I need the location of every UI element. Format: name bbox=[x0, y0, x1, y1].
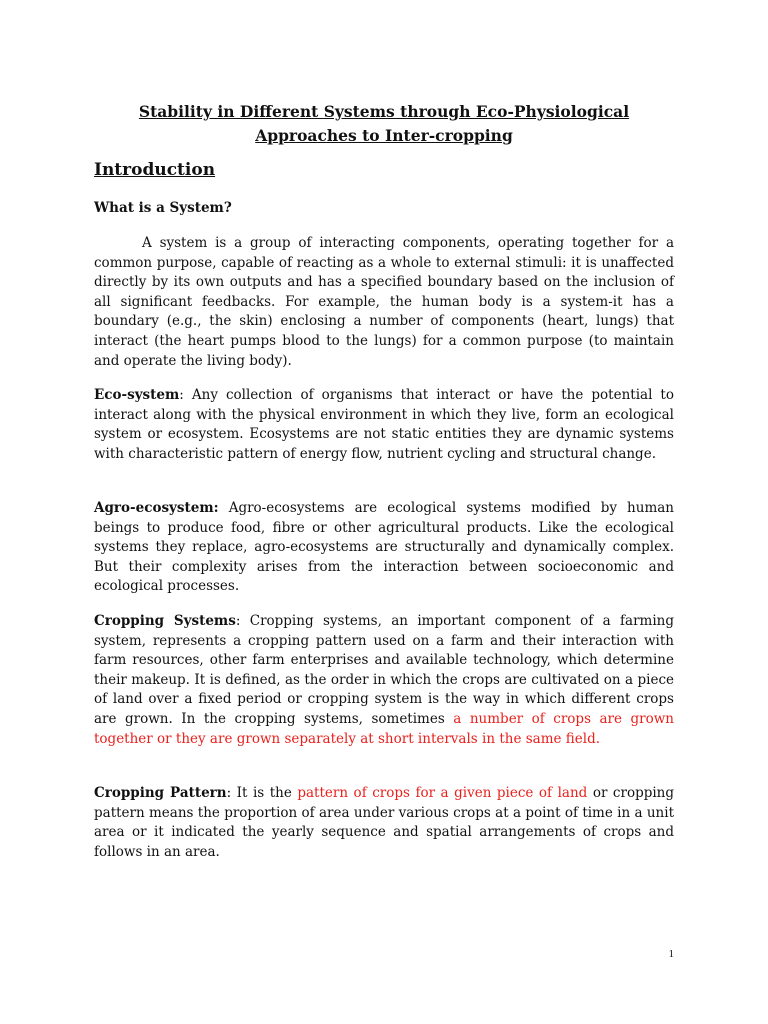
page-number: 1 bbox=[668, 948, 674, 960]
agroecosystem-term: Agro-ecosystem: bbox=[94, 500, 219, 516]
agroecosystem-paragraph bbox=[94, 499, 674, 597]
cropping-pattern-text-before: : It is the bbox=[226, 785, 298, 801]
document-title bbox=[94, 100, 674, 148]
ecosystem-term: Eco-system bbox=[94, 387, 180, 403]
title-line-2: Approaches to Inter-cropping bbox=[255, 126, 513, 145]
cropping-pattern-term: Cropping Pattern bbox=[94, 785, 227, 801]
cropping-pattern-text-after: or cropping pattern means the proportion of area under various crops at a point of time in a unit area or it indicated the yearly sequence and spatial arrangements of crops and follows in an area. bbox=[94, 785, 675, 860]
cropping-pattern-paragraph bbox=[94, 784, 674, 862]
title-line-1: Stability in Different Systems through Eco-Physiological bbox=[138, 102, 630, 121]
ecosystem-paragraph bbox=[94, 386, 674, 464]
ecosystem-text: : Any collection of organisms that interact or have the potential to interact along with the physical environment in which they live, form an ecological system or ecosystem. Ecosystems are not static entities they are dynamic systems with characteristic pattern of energy flow, nutrient cycling and structural change. bbox=[94, 387, 674, 462]
cropping-systems-highlight: a number of crops are grown together or they are grown separately at short intervals in the same field. bbox=[94, 710, 674, 747]
cropping-systems-text: : Cropping systems, an important component of a farming system, represents a cropping pattern used on a farm and their interaction with farm resources, other farm enterprises and available technology, which determine their makeup. It is defined, as the order in which the crops are cultivated on a piece of land over a fixed period or cropping system is the way in which different crops are grown. In the cropping systems, sometimes bbox=[94, 613, 674, 727]
cropping-systems-term: Cropping Systems bbox=[94, 613, 236, 629]
cropping-pattern-highlight: pattern of crops for a given piece of land bbox=[297, 785, 588, 801]
cropping-systems-paragraph bbox=[94, 612, 674, 749]
system-paragraph: A system is a group of interacting components, operating together for a common purpose, capable of reacting as a whole to external stimuli: it is unaffected directly by its own outputs and has a specified boundary based on the inclusion of all significant feedbacks. For example, the human body is a system-it has a boundary (e.g., the skin) enclosing a number of components (heart, lungs) that interact (the heart pumps blood to the lungs) for a common purpose (to maintain and operate the living body). bbox=[94, 235, 674, 369]
system-subheading: What is a System? bbox=[94, 200, 232, 216]
introduction-heading: Introduction bbox=[94, 160, 216, 180]
agroecosystem-text: Agro-ecosystems are ecological systems modified by human beings to produce food, fibre or other agricultural products. Like the ecological systems they replace, agro-ecosystems are structurally and dynamically complex. But their complexity arises from the interaction between socioeconomic and ecological processes. bbox=[94, 500, 674, 595]
